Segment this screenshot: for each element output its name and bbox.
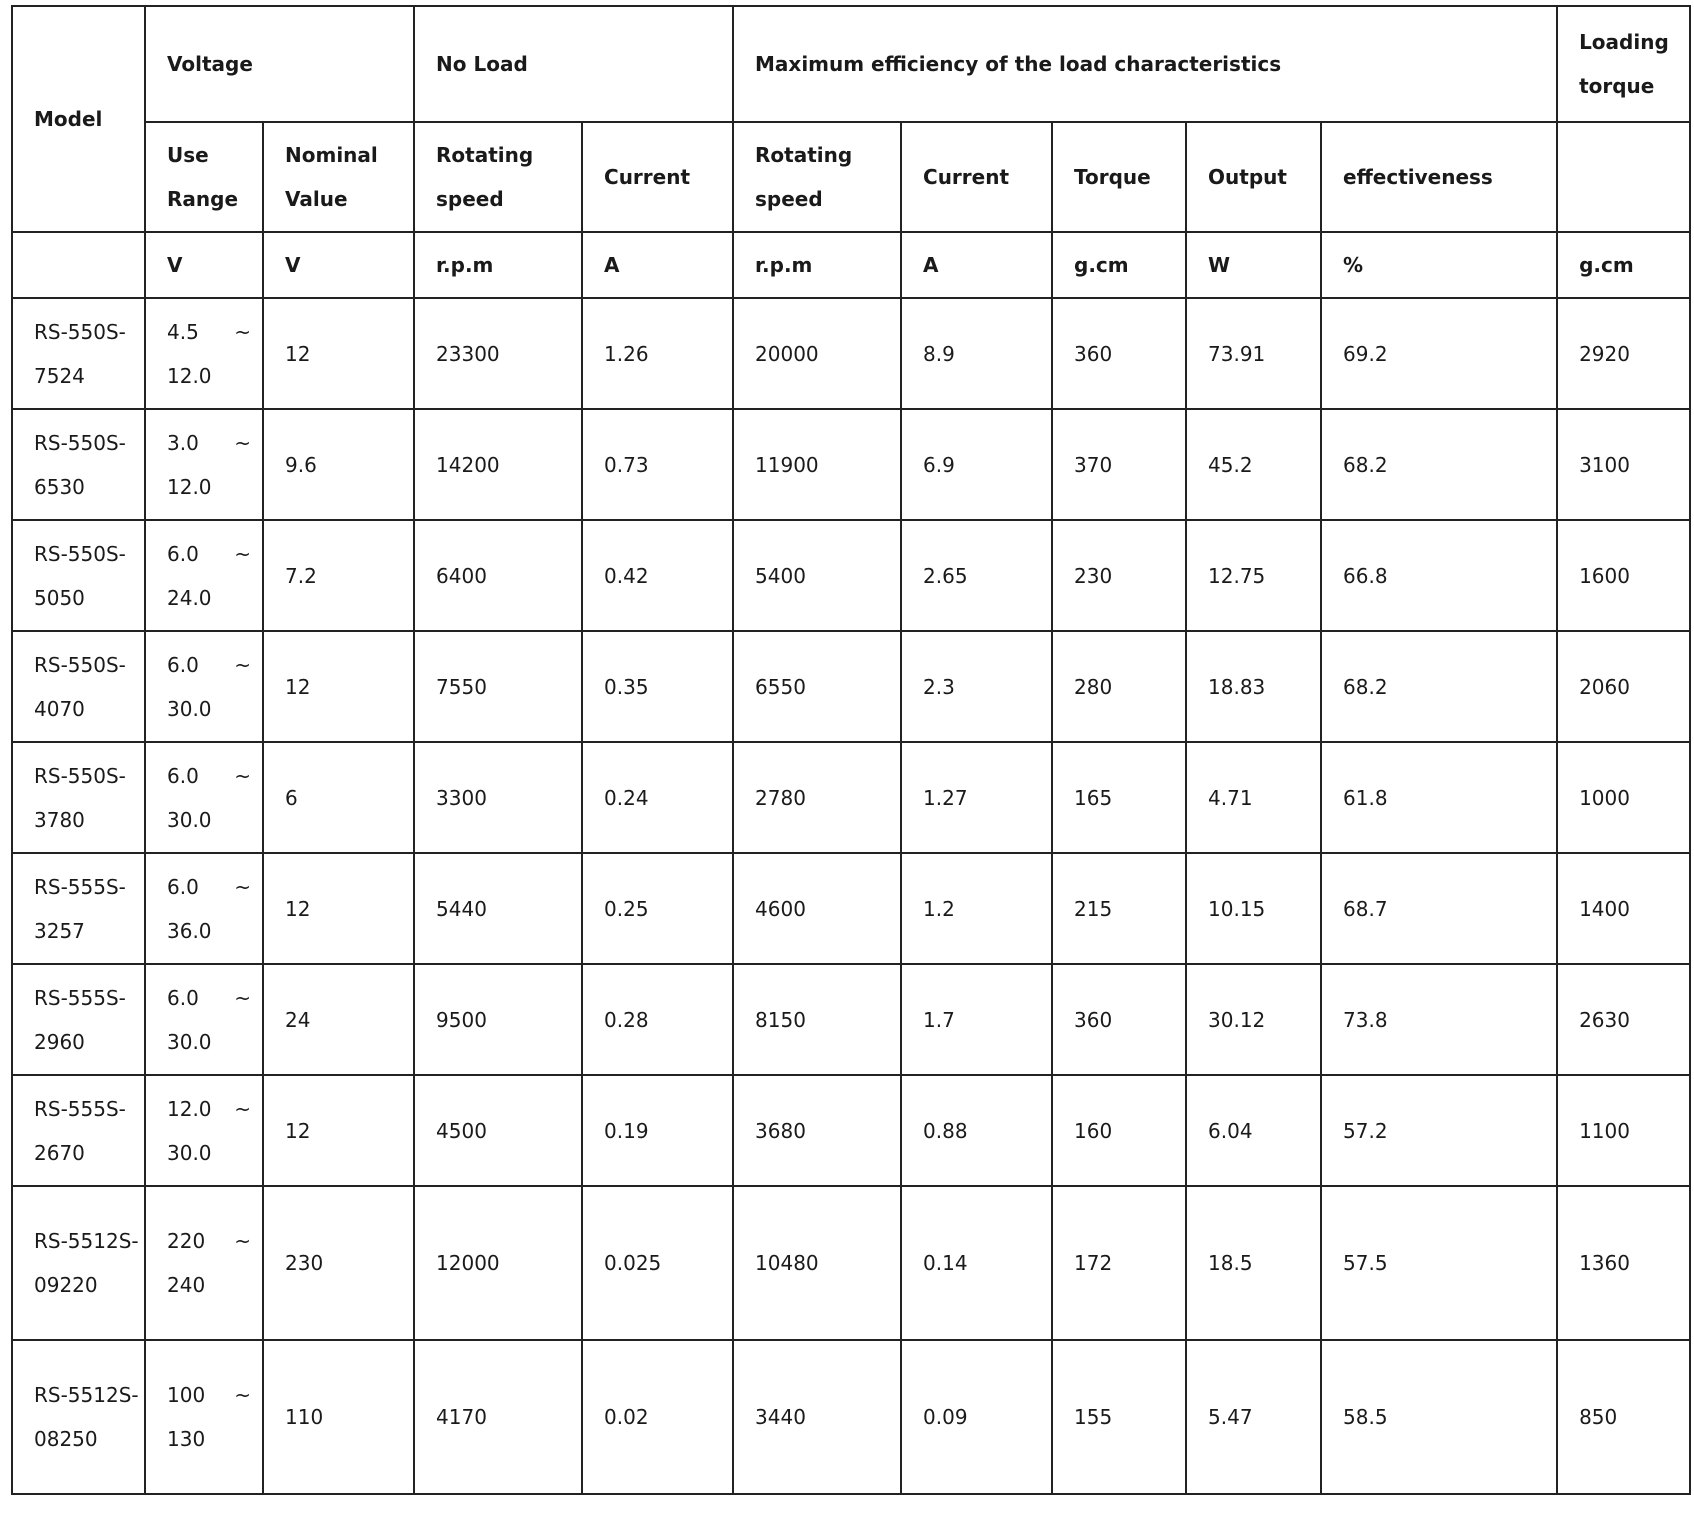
cell-nominal-value: 230 [263,1186,414,1340]
range-separator: ~ [234,652,251,677]
cell-nominal-value: 12 [263,631,414,742]
table-row [12,520,1690,631]
range-separator: ~ [234,1096,251,1121]
cell-nl-rotating-speed: 12000 [414,1186,582,1340]
cell-nominal-value: 6 [263,742,414,853]
cell-output: 18.83 [1186,631,1321,742]
range-min: 100 [167,1383,206,1407]
cell-model: RS-555S-2670 [12,1075,145,1186]
cell-nl-current: 1.26 [582,298,733,409]
cell-loading-torque: 2920 [1557,298,1690,409]
cell-output: 6.04 [1186,1075,1321,1186]
cell-torque: 172 [1052,1186,1186,1340]
cell-torque: 280 [1052,631,1186,742]
cell-effectiveness: 66.8 [1321,520,1557,631]
unit-use-range: V [145,232,263,298]
range-separator: ~ [234,541,251,566]
cell-effectiveness: 73.8 [1321,964,1557,1075]
cell-use-range [145,853,263,964]
cell-me-current: 0.88 [901,1075,1052,1186]
cell-nl-rotating-speed: 14200 [414,409,582,520]
table-row [12,853,1690,964]
cell-me-rotating-speed: 3440 [733,1340,901,1494]
cell-loading-torque: 1400 [1557,853,1690,964]
cell-model: RS-5512S-08250 [12,1340,145,1494]
cell-nl-current: 0.35 [582,631,733,742]
range-separator: ~ [234,1229,251,1253]
cell-nl-current: 0.19 [582,1075,733,1186]
range-max: 240 [167,1273,206,1297]
unit-nominal-value: V [263,232,414,298]
cell-nl-current: 0.25 [582,853,733,964]
range-min: 6.0 [167,541,199,566]
cell-use-range [145,1075,263,1186]
cell-nominal-value: 7.2 [263,520,414,631]
cell-nl-current: 0.42 [582,520,733,631]
cell-me-current: 6.9 [901,409,1052,520]
header-effectiveness: effectiveness [1321,122,1557,232]
header-me-current: Current [901,122,1052,232]
cell-nl-rotating-speed: 4500 [414,1075,582,1186]
cell-me-rotating-speed: 4600 [733,853,901,964]
cell-use-range [145,1340,263,1494]
cell-me-rotating-speed: 10480 [733,1186,901,1340]
cell-loading-torque: 2060 [1557,631,1690,742]
cell-me-rotating-speed: 6550 [733,631,901,742]
header-voltage: Voltage [145,6,414,122]
range-min: 12.0 [167,1096,212,1121]
header-loading-torque: Loading torque [1557,6,1690,122]
header-nl-current: Current [582,122,733,232]
range-min: 6.0 [167,874,199,899]
cell-effectiveness: 68.7 [1321,853,1557,964]
range-max: 30.0 [167,1029,212,1054]
cell-loading-torque: 1000 [1557,742,1690,853]
unit-output: W [1186,232,1321,298]
cell-nl-current: 0.24 [582,742,733,853]
header-torque: Torque [1052,122,1186,232]
unit-effectiveness: % [1321,232,1557,298]
cell-loading-torque: 2630 [1557,964,1690,1075]
cell-nominal-value: 12 [263,298,414,409]
header-model: Model [12,6,145,232]
cell-me-current: 8.9 [901,298,1052,409]
cell-me-current: 2.65 [901,520,1052,631]
table-row [12,964,1690,1075]
table-row [12,742,1690,853]
unit-nl-rotating-speed: r.p.m [414,232,582,298]
cell-output: 5.47 [1186,1340,1321,1494]
header-row-sub [12,122,1690,232]
cell-output: 73.91 [1186,298,1321,409]
cell-loading-torque: 1360 [1557,1186,1690,1340]
cell-nl-current: 0.02 [582,1340,733,1494]
cell-loading-torque: 850 [1557,1340,1690,1494]
cell-torque: 165 [1052,742,1186,853]
cell-effectiveness: 57.5 [1321,1186,1557,1340]
range-separator: ~ [234,1383,251,1407]
header-no-load: No Load [414,6,733,122]
header-output: Output [1186,122,1321,232]
cell-output: 45.2 [1186,409,1321,520]
cell-torque: 360 [1052,964,1186,1075]
range-max: 24.0 [167,585,212,610]
cell-use-range [145,964,263,1075]
range-min: 4.5 [167,319,199,344]
header-me-rotating-speed: Rotating speed [733,122,901,232]
cell-torque: 215 [1052,853,1186,964]
unit-me-current: A [901,232,1052,298]
cell-effectiveness: 58.5 [1321,1340,1557,1494]
range-max: 30.0 [167,807,212,832]
range-min: 6.0 [167,763,199,788]
unit-loading-torque: g.cm [1557,232,1690,298]
cell-output: 12.75 [1186,520,1321,631]
cell-model: RS-550S-7524 [12,298,145,409]
cell-loading-torque: 3100 [1557,409,1690,520]
header-use-range: Use Range [145,122,263,232]
range-max: 30.0 [167,1140,212,1165]
header-max-efficiency: Maximum efficiency of the load characteristics [733,6,1557,122]
range-separator: ~ [234,985,251,1010]
cell-me-current: 0.14 [901,1186,1052,1340]
table-row [12,631,1690,742]
range-separator: ~ [234,874,251,899]
cell-effectiveness: 61.8 [1321,742,1557,853]
cell-model: RS-550S-6530 [12,409,145,520]
table-row [12,1075,1690,1186]
unit-nl-current: A [582,232,733,298]
header-nl-rotating-speed: Rotating speed [414,122,582,232]
cell-output: 18.5 [1186,1186,1321,1340]
table-row [12,1186,1690,1340]
unit-model-empty [12,232,145,298]
units-row [12,232,1690,298]
range-separator: ~ [234,319,251,344]
cell-effectiveness: 68.2 [1321,409,1557,520]
cell-nominal-value: 110 [263,1340,414,1494]
range-separator: ~ [234,430,251,455]
cell-nl-rotating-speed: 5440 [414,853,582,964]
cell-torque: 370 [1052,409,1186,520]
header-row-group [12,6,1690,122]
header-nominal-value: Nominal Value [263,122,414,232]
cell-use-range [145,520,263,631]
cell-effectiveness: 69.2 [1321,298,1557,409]
table-row [12,298,1690,409]
range-max: 36.0 [167,918,212,943]
range-max: 30.0 [167,696,212,721]
cell-nl-rotating-speed: 9500 [414,964,582,1075]
cell-use-range [145,742,263,853]
cell-me-current: 1.27 [901,742,1052,853]
cell-nominal-value: 12 [263,853,414,964]
cell-me-current: 0.09 [901,1340,1052,1494]
cell-me-rotating-speed: 11900 [733,409,901,520]
cell-me-current: 2.3 [901,631,1052,742]
cell-model: RS-555S-2960 [12,964,145,1075]
cell-me-rotating-speed: 2780 [733,742,901,853]
unit-torque: g.cm [1052,232,1186,298]
table-row [12,1340,1690,1494]
cell-me-current: 1.2 [901,853,1052,964]
cell-model: RS-550S-3780 [12,742,145,853]
cell-nl-rotating-speed: 3300 [414,742,582,853]
cell-use-range [145,631,263,742]
cell-nl-rotating-speed: 4170 [414,1340,582,1494]
cell-me-rotating-speed: 20000 [733,298,901,409]
cell-model: RS-550S-4070 [12,631,145,742]
cell-loading-torque: 1600 [1557,520,1690,631]
cell-nominal-value: 12 [263,1075,414,1186]
range-min: 3.0 [167,430,199,455]
cell-nl-rotating-speed: 6400 [414,520,582,631]
table-row [12,409,1690,520]
cell-output: 10.15 [1186,853,1321,964]
cell-model: RS-550S-5050 [12,520,145,631]
cell-effectiveness: 57.2 [1321,1075,1557,1186]
cell-nl-current: 0.73 [582,409,733,520]
cell-model: RS-5512S-09220 [12,1186,145,1340]
cell-me-rotating-speed: 8150 [733,964,901,1075]
cell-nl-current: 0.025 [582,1186,733,1340]
cell-nominal-value: 24 [263,964,414,1075]
cell-use-range [145,298,263,409]
header-empty-cell [1557,122,1690,232]
range-min: 6.0 [167,985,199,1010]
cell-output: 30.12 [1186,964,1321,1075]
cell-output: 4.71 [1186,742,1321,853]
range-separator: ~ [234,763,251,788]
range-max: 12.0 [167,474,212,499]
range-max: 12.0 [167,363,212,388]
cell-use-range [145,1186,263,1340]
cell-torque: 230 [1052,520,1186,631]
range-max: 130 [167,1427,206,1451]
motor-spec-table [11,5,1691,1495]
range-min: 6.0 [167,652,199,677]
cell-nl-rotating-speed: 23300 [414,298,582,409]
cell-me-rotating-speed: 3680 [733,1075,901,1186]
cell-nl-rotating-speed: 7550 [414,631,582,742]
cell-model: RS-555S-3257 [12,853,145,964]
cell-loading-torque: 1100 [1557,1075,1690,1186]
cell-me-rotating-speed: 5400 [733,520,901,631]
cell-effectiveness: 68.2 [1321,631,1557,742]
cell-nl-current: 0.28 [582,964,733,1075]
cell-nominal-value: 9.6 [263,409,414,520]
range-min: 220 [167,1229,206,1253]
unit-me-rotating-speed: r.p.m [733,232,901,298]
cell-use-range [145,409,263,520]
cell-me-current: 1.7 [901,964,1052,1075]
cell-torque: 360 [1052,298,1186,409]
cell-torque: 155 [1052,1340,1186,1494]
cell-torque: 160 [1052,1075,1186,1186]
